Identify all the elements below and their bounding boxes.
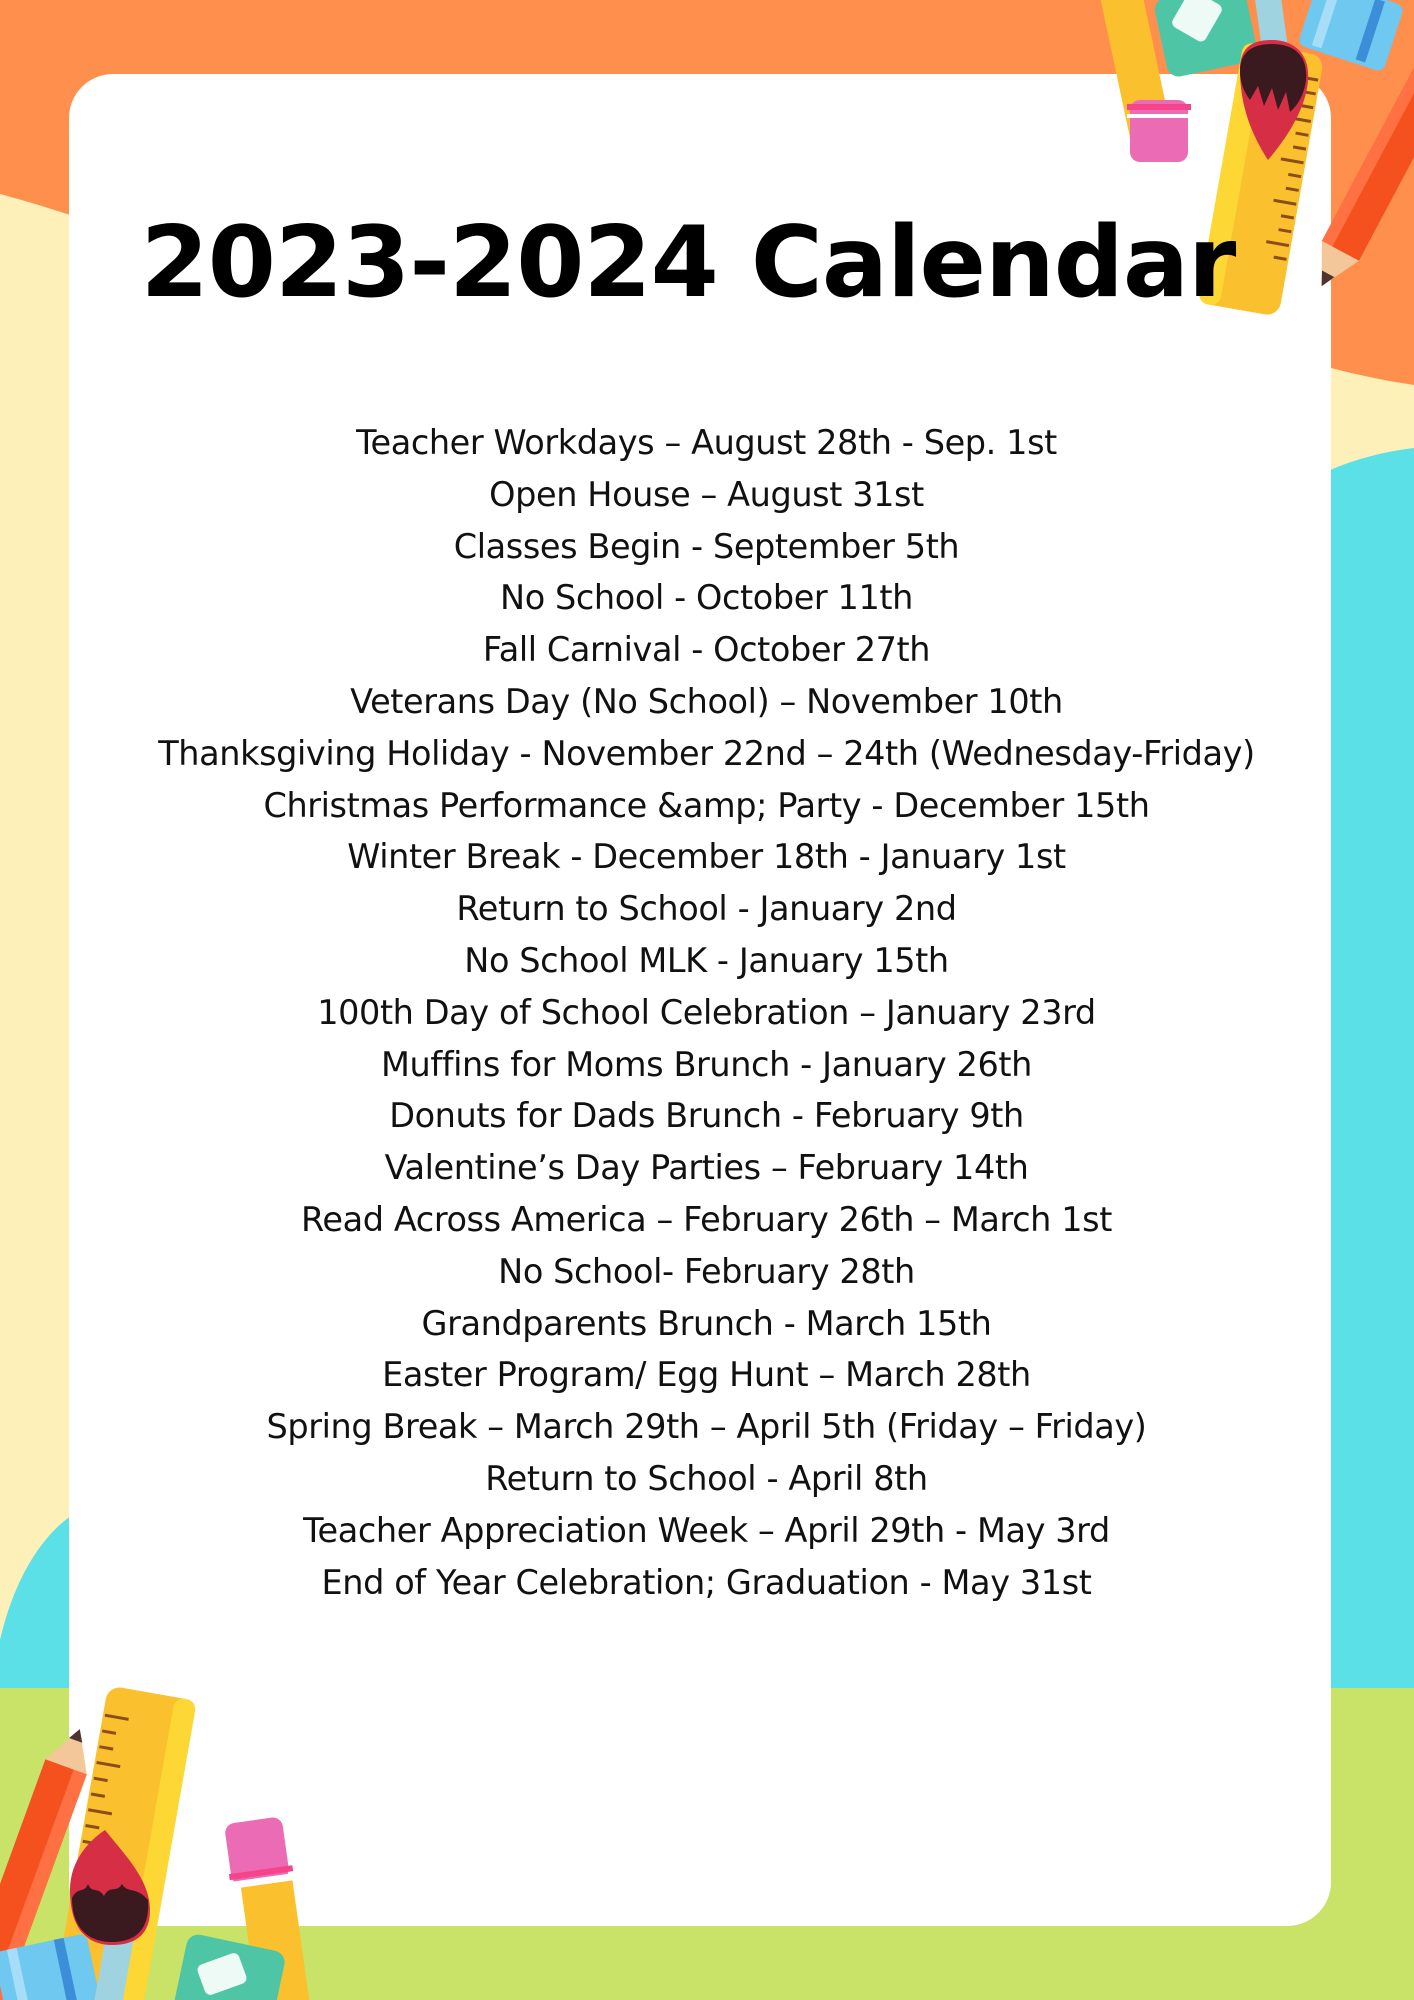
calendar-event: Read Across America – February 26th – March 1st [301,1199,1112,1239]
calendar-event: Return to School - January 2nd [456,889,957,929]
calendar-event: Muffins for Moms Brunch - January 26th [381,1044,1032,1084]
calendar-event: Veterans Day (No School) – November 10th [350,681,1063,721]
calendar-event: No School - October 11th [500,578,913,618]
page-title: 2023-2024 Calendar [140,206,1236,320]
calendar-event: No School MLK - January 15th [464,940,949,980]
calendar-event: Donuts for Dads Brunch - February 9th [389,1096,1024,1136]
art-supplies-bottom-decoration [0,1680,320,2000]
calendar-event-list [69,417,1344,1608]
calendar-event: 100th Day of School Celebration – January 23rd [317,992,1096,1032]
calendar-event: Valentine’s Day Parties – February 14th [384,1148,1029,1188]
calendar-event: End of Year Celebration; Graduation - May 31st [321,1562,1092,1602]
calendar-event: Teacher Appreciation Week – April 29th - May 3rd [303,1510,1110,1550]
calendar-event: No School- February 28th [498,1251,915,1291]
calendar-event: Fall Carnival - October 27th [482,630,931,670]
calendar-event: Winter Break - December 18th - January 1st [347,837,1066,877]
calendar-event: Christmas Performance &amp; Party - December 15th [263,785,1150,825]
calendar-event: Easter Program/ Egg Hunt – March 28th [382,1355,1031,1395]
calendar-event: Open House – August 31st [489,474,924,514]
calendar-event: Teacher Workdays – August 28th - Sep. 1st [356,423,1057,462]
calendar-event: Grandparents Brunch - March 15th [421,1303,992,1343]
calendar-event: Return to School - April 8th [485,1458,928,1498]
calendar-event: Spring Break – March 29th – April 5th (Friday – Friday) [266,1407,1147,1447]
calendar-event: Thanksgiving Holiday - November 22nd – 24th (Wednesday-Friday) [158,733,1255,773]
calendar-event: Classes Begin - September 5th [453,526,960,566]
